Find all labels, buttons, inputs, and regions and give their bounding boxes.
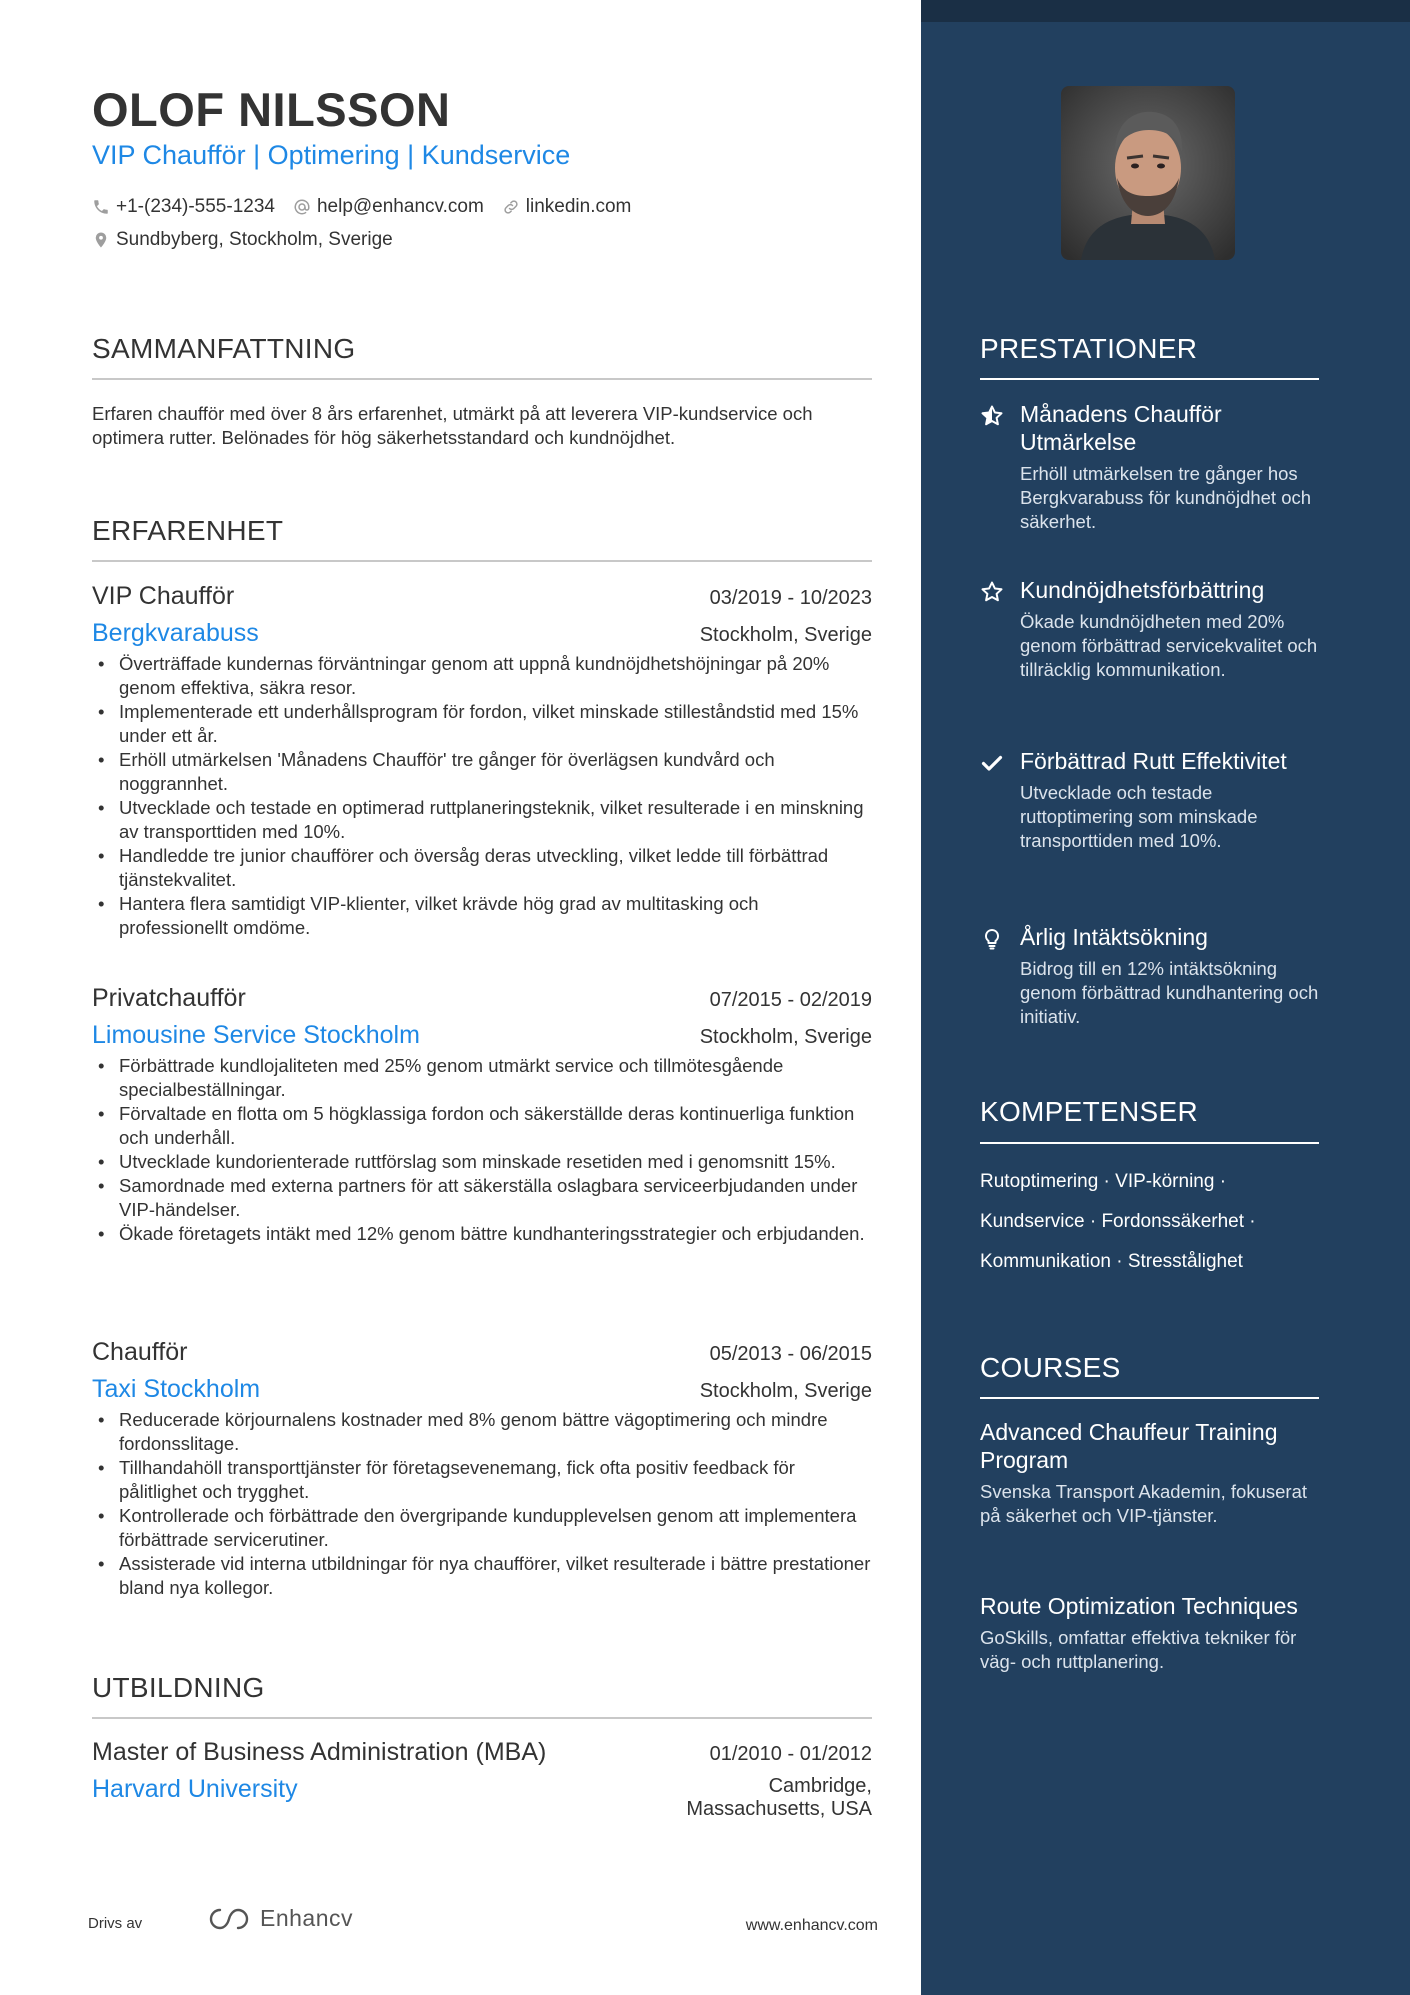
contact-row [92,196,649,218]
education-divider [92,1717,872,1719]
contact-linkedin[interactable] [502,196,632,218]
bullet-item: • Hantera flera samtidigt VIP-klienter, vilket krävde hög grad av multitasking och professionellt omdöme. [92,892,872,940]
enhancv-logo-icon [206,1906,252,1932]
courses-heading: COURSES [980,1352,1121,1383]
job-entry [92,1338,872,1600]
portrait-illustration [1061,86,1235,260]
bullet-item: • Samordnade med externa partners för att säkerställa oslagbara serviceerbjudanden under VIP-händelser. [92,1174,872,1222]
candidate-name: OLOF NILSSON [92,83,451,136]
job-location: Stockholm, Sverige [699,1026,872,1048]
summary-heading: SAMMANFATTNING [92,333,356,364]
check-icon [980,751,1004,775]
job-title: VIP Chaufför [92,582,235,610]
achievement-title: Månadens Chaufför Utmärkelse [1020,401,1222,455]
education-location [686,1775,872,1821]
job-title: Privatchaufför [92,984,246,1012]
email-text: help@enhancv.com [316,196,484,217]
achievement-title: Kundnöjdhetsförbättring [1020,577,1265,603]
bullet-item: • Implementerade ett underhållsprogram för fordon, vilket minskade stilleståndstid med 15% under ett år. [92,700,872,748]
job-dates: 05/2013 - 06/2015 [709,1343,872,1365]
school-name[interactable]: Harvard University [92,1775,298,1803]
job-location: Stockholm, Sverige [699,1380,872,1402]
sidebar [921,0,1410,1995]
course-title: Advanced Chauffeur Training Program [980,1419,1278,1473]
contact-email[interactable] [293,196,484,218]
job-bullets [92,652,872,940]
profile-photo [1061,86,1235,260]
achievements-heading: PRESTATIONER [980,333,1198,364]
bullet-item: • Assisterade vid interna utbildningar för nya chaufförer, vilket resulterade i bättre prestationer bland nya kollegor. [92,1552,872,1600]
bullet-item: • Kontrollerade och förbättrade den övergripande kundupplevelsen genom att implementera förbättrade servicerutiner. [92,1504,872,1552]
company-name[interactable]: Limousine Service Stockholm [92,1021,420,1049]
link-icon [502,198,520,216]
bullet-item: • Tillhandahöll transporttjänster för företagsevenemang, fick ofta positiv feedback för pålitlighet och trygghet. [92,1456,872,1504]
course-item [980,1592,1320,1674]
location-row [92,229,411,251]
bullet-item: • Handledde tre junior chaufförer och översåg deras utveckling, vilket ledde till förbättrad tjänstekvalitet. [92,844,872,892]
achievement-desc: Erhöll utmärkelsen tre gånger hos Bergkvarabuss för kundnöjdhet och säkerhet. [1020,463,1312,532]
education-heading: UTBILDNING [92,1672,265,1703]
bullet-item: • Erhöll utmärkelsen 'Månadens Chaufför' tre gånger för överlägsen kundvård och noggrannhet. [92,748,872,796]
job-bullets [92,1408,872,1600]
phone-text: +1-(234)-555-1234 [116,196,275,217]
job-bullets [92,1054,872,1246]
course-item [980,1418,1320,1528]
sidebar-top-band [921,0,1410,22]
education-location-line: Massachusetts, USA [686,1798,872,1820]
summary-text: Erfaren chaufför med över 8 års erfarenhet, utmärkt på att leverera VIP-kundservice och optimera rutter. Belönades för hög säkerhetsstandard och kundnöjdhet. [92,403,813,448]
achievements-divider [980,378,1319,380]
skills-line: Kundservice · Fordonssäkerhet · [980,1211,1256,1232]
headline: VIP Chaufför | Optimering | Kundservice [92,140,571,170]
job-entry [92,582,872,940]
achievement-item [980,400,1320,534]
star-half-icon [980,404,1004,428]
job-dates: 07/2015 - 02/2019 [709,989,872,1011]
bullet-item: • Ökade företagets intäkt med 12% genom bättre kundhanteringsstrategier och erbjudanden. [92,1222,872,1246]
footer [88,1905,878,1945]
summary-divider [92,378,872,380]
at-icon [293,198,311,216]
achievement-desc: Ökade kundnöjdheten med 20% genom förbättrad servicekvalitet och tillräcklig kommunikation. [1020,611,1318,680]
skills-line: Rutoptimering · VIP-körning · [980,1171,1227,1192]
company-name[interactable]: Taxi Stockholm [92,1375,261,1403]
skills-heading: KOMPETENSER [980,1096,1199,1127]
achievement-title: Årlig Intäktsökning [1020,924,1208,950]
enhancv-logo[interactable] [206,1905,353,1932]
education-location-line: Cambridge, [768,1775,872,1797]
bullet-item: • Utvecklade och testade en optimerad ruttplaneringsteknik, vilket resulterade i en minskning av transporttiden med 10%. [92,796,872,844]
experience-heading: ERFARENHET [92,515,284,546]
contact-phone [92,196,275,218]
education-entry [92,1738,872,1821]
phone-icon [92,198,110,216]
achievement-item [980,576,1320,682]
brand-name: Enhancv [260,1905,354,1931]
course-desc: GoSkills, omfattar effektiva tekniker för väg- och ruttplanering. [980,1627,1297,1672]
footer-url[interactable]: www.enhancv.com [745,1917,878,1934]
bullet-item: • Reducerade körjournalens kostnader med 8% genom bättre vägoptimering och mindre fordonsslitage. [92,1408,872,1456]
course-title: Route Optimization Techniques [980,1593,1298,1619]
achievement-desc: Utvecklade och testade ruttoptimering som minskade transporttiden med 10%. [1020,782,1258,851]
bullet-item: • Överträffade kundernas förväntningar genom att uppnå kundnöjdhetshöjningar på 20% genom effektiva, säkra resor. [92,652,872,700]
location-pin-icon [92,231,110,249]
job-location: Stockholm, Sverige [699,624,872,646]
job-dates: 03/2019 - 10/2023 [709,587,872,609]
job-title: Chaufför [92,1338,188,1366]
skills-divider [980,1142,1319,1144]
company-name[interactable]: Bergkvarabuss [92,619,259,647]
degree: Master of Business Administration (MBA) [92,1738,547,1766]
skills-line: Kommunikation · Stresstålighet [980,1251,1243,1272]
bullet-item: • Förvaltade en flotta om 5 högklassiga fordon och säkerställde deras kontinuerliga funktion och underhåll. [92,1102,872,1150]
job-entry [92,984,872,1246]
achievement-desc: Bidrog till en 12% intäktsökning genom förbättrad kundhantering och initiativ. [1020,958,1319,1027]
achievement-item [980,747,1320,853]
linkedin-text: linkedin.com [525,196,632,217]
education-dates: 01/2010 - 01/2012 [709,1743,872,1765]
lightbulb-icon [980,927,1004,951]
achievement-title: Förbättrad Rutt Effektivitet [1020,748,1287,774]
skills-list [980,1162,1320,1282]
course-desc: Svenska Transport Akademin, fokuserat på säkerhet och VIP-tjänster. [980,1481,1308,1526]
star-outline-icon [980,580,1004,604]
location-text: Sundbyberg, Stockholm, Sverige [116,229,393,250]
footer-label: Drivs av [88,1915,143,1932]
achievement-item [980,923,1320,1029]
contact-location [92,229,393,251]
experience-divider [92,560,872,562]
courses-divider [980,1397,1319,1399]
bullet-item: • Utvecklade kundorienterade ruttförslag som minskade resetiden med i genomsnitt 15%. [92,1150,872,1174]
bullet-item: • Förbättrade kundlojaliteten med 25% genom utmärkt service och tillmötesgående specialbeställningar. [92,1054,872,1102]
